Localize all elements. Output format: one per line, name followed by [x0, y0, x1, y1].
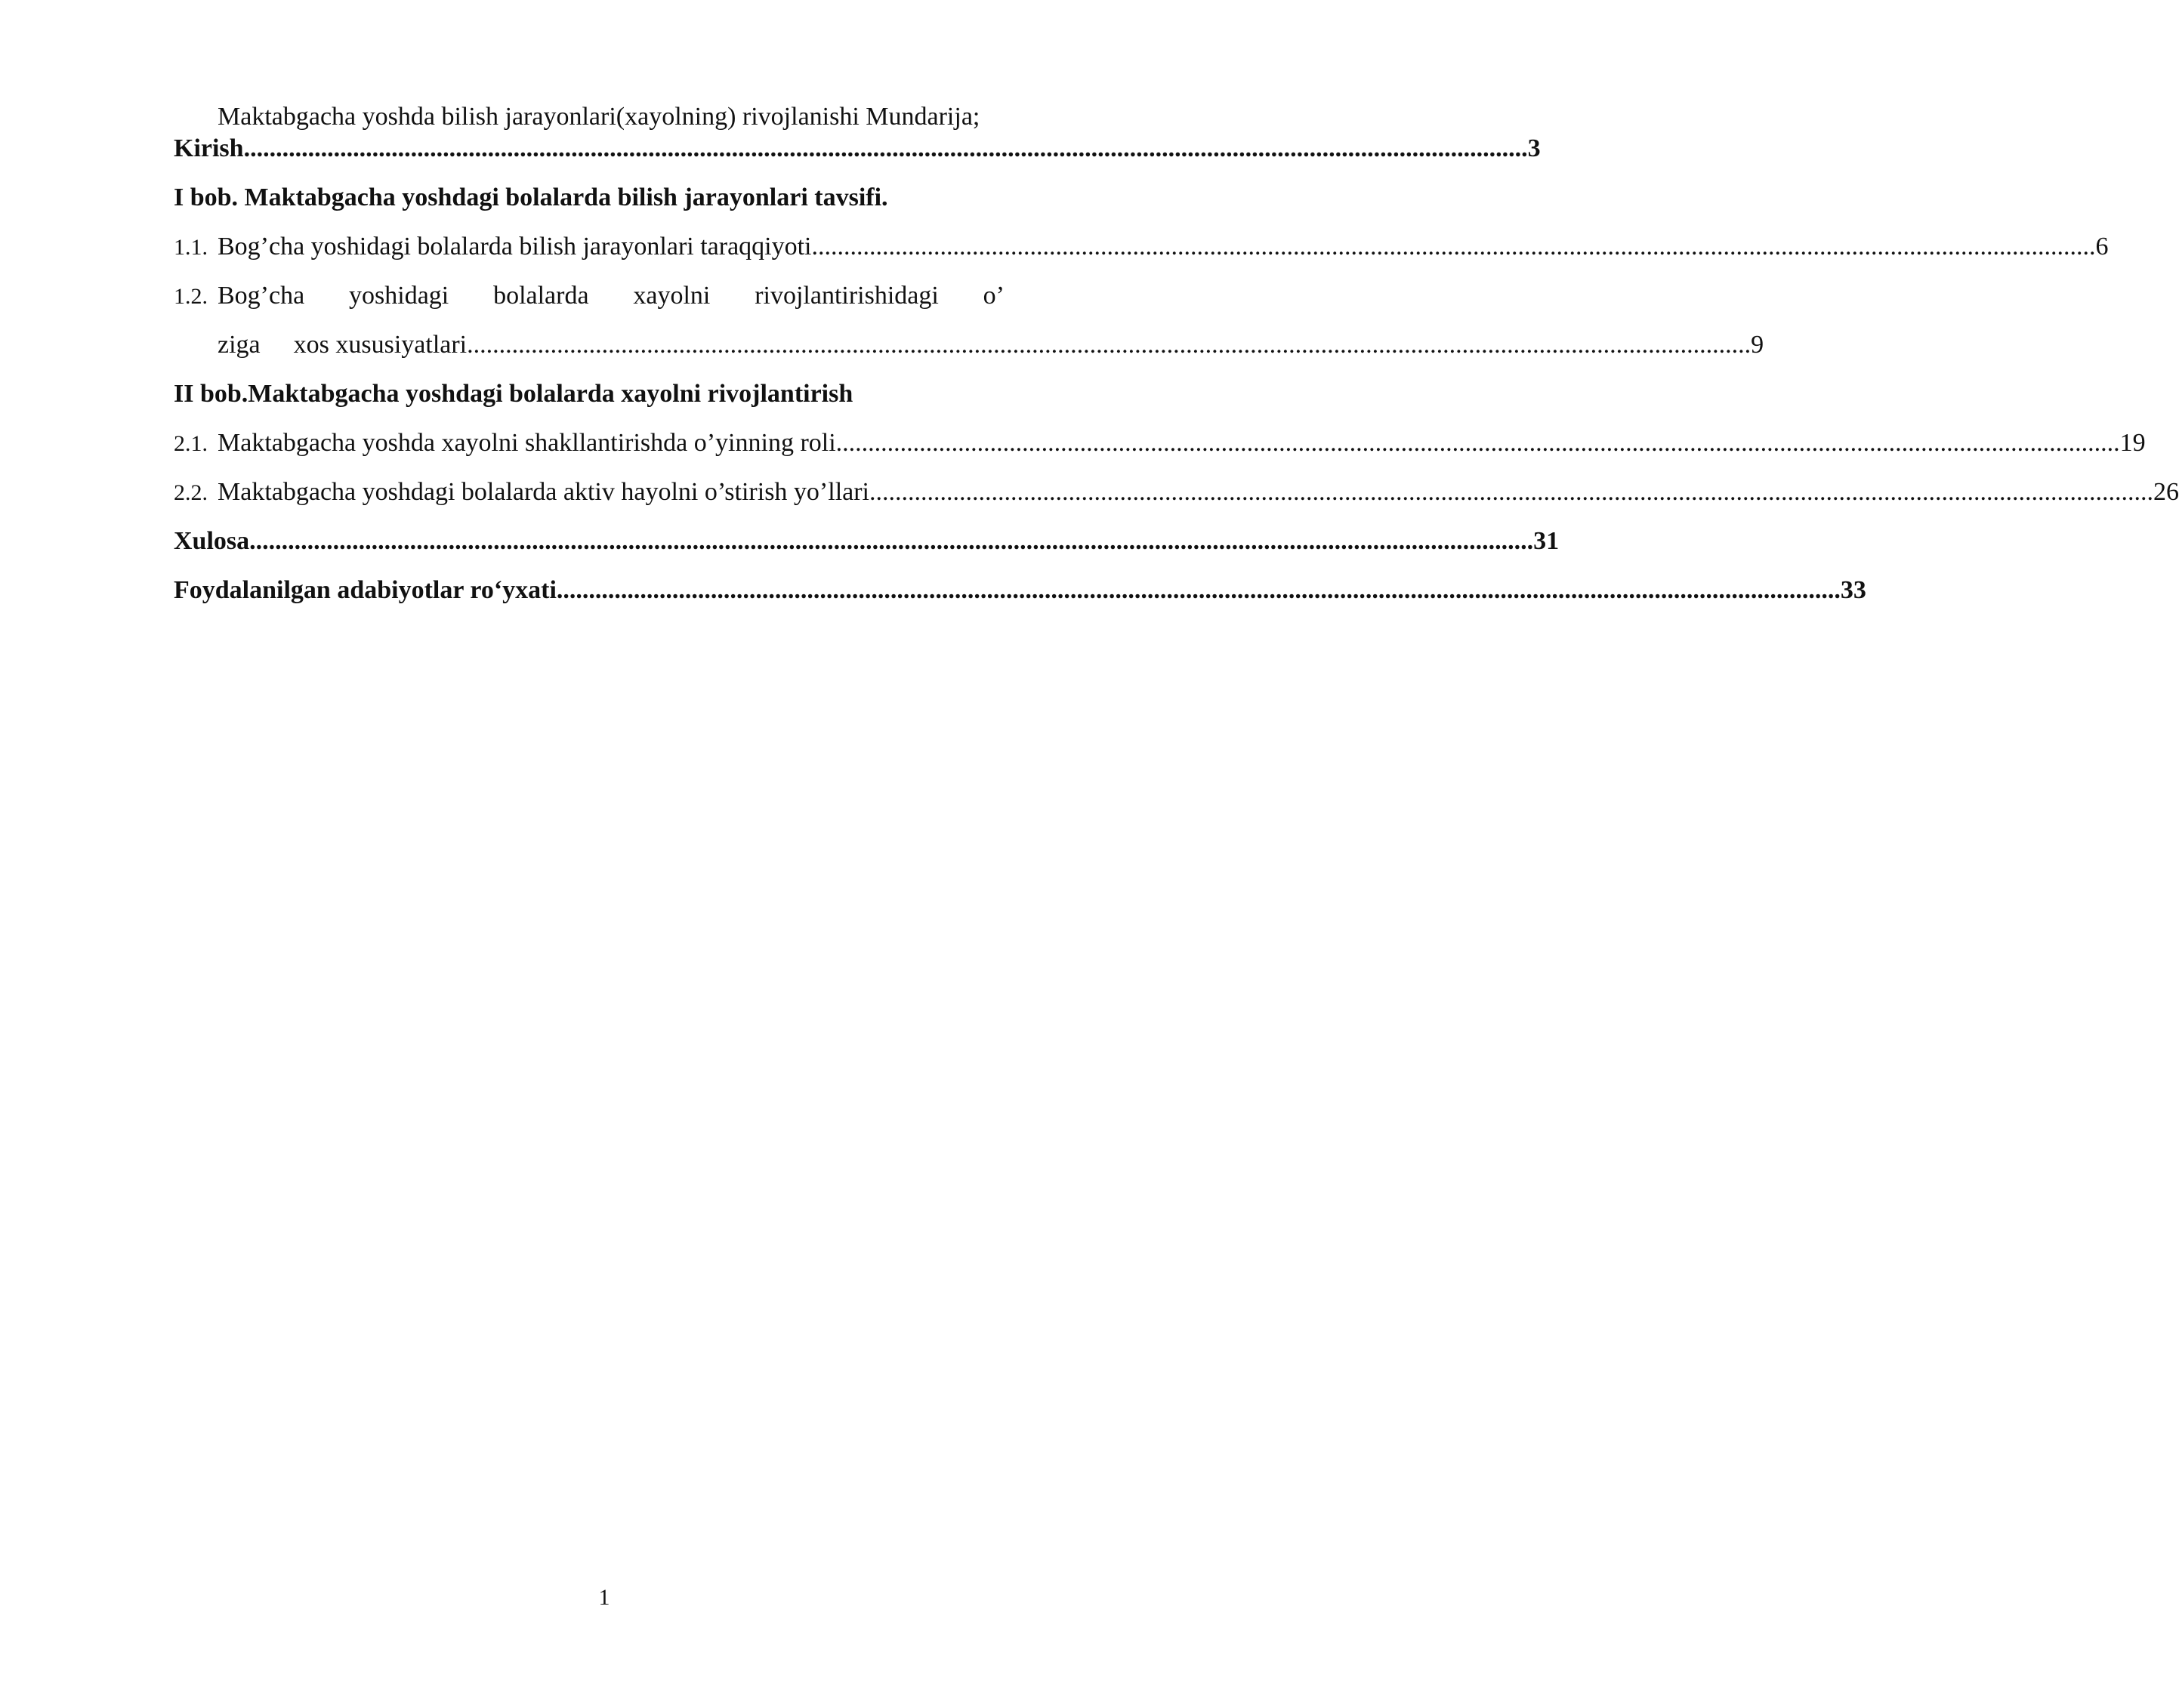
- toc-entry-1-1: [174, 233, 2109, 261]
- toc-entry-word: xos xususiyatlari: [293, 331, 468, 359]
- toc-entry-title: Maktabgacha yoshda xayolni shakllantirishda o’yinning roli: [218, 429, 836, 457]
- toc-entry-title: Xulosa: [174, 527, 250, 555]
- toc-entry-number: 1.1.: [174, 235, 208, 260]
- toc-leader-dots: ........................................................................................................................................................................................................: [835, 429, 2120, 457]
- toc-leader-dots: ........................................................................................................................................................................................................: [556, 576, 1841, 604]
- toc-entry-title: II bob.Maktabgacha yoshdagi bolalarda xayolni rivojlantirish: [174, 380, 853, 408]
- toc-entry-xulosa: [174, 527, 1560, 556]
- toc-entry-title: [218, 282, 1125, 310]
- toc-leader-dots: ........................................................................................................................................................................................................: [811, 233, 2096, 261]
- toc-entry-page: 26: [2153, 478, 2179, 506]
- toc-entry-number: 2.2.: [174, 480, 208, 505]
- toc-entry-1-2-continuation: [174, 331, 1764, 359]
- toc-entry-page: 3: [1527, 134, 1541, 162]
- toc-entry-title: Maktabgacha yoshdagi bolalarda aktiv hayolni o’stirish yo’llari: [218, 478, 869, 506]
- toc-entry-word: o’: [983, 282, 1005, 310]
- toc-entry-word: bolalarda: [493, 282, 589, 310]
- toc-entry-word: Bog’cha: [218, 282, 305, 310]
- toc-entry-title: Foydalanilgan adabiyotlar ro‘yxati: [174, 576, 557, 604]
- toc-entry-page: 33: [1840, 576, 1866, 604]
- toc-entry-word: ziga: [218, 331, 261, 359]
- toc-entry-word: xayolni: [633, 282, 711, 310]
- toc-entry-page: 9: [1751, 331, 1764, 359]
- toc-entry-kirish: [174, 134, 1541, 163]
- toc-entry-2-2: [174, 478, 2179, 507]
- toc-entry-page: 31: [1533, 527, 1560, 555]
- toc-entry-title: Bog’cha yoshidagi bolalarda bilish jarayonlari taraqqiyoti: [218, 233, 812, 261]
- toc-chapter-2: [174, 380, 1125, 409]
- toc-leader-dots: ........................................................................................................................................................................................................: [869, 478, 2153, 506]
- table-of-contents: [174, 103, 2179, 605]
- page-number: 1: [598, 1585, 610, 1610]
- toc-entry-bibliography: [174, 576, 1866, 605]
- toc-chapter-1: [174, 183, 1125, 212]
- toc-entry-page: 19: [2119, 429, 2146, 457]
- toc-leader-dots: ........................................................................................................................................................................................................: [467, 331, 1752, 359]
- toc-entry-1-2: [174, 282, 1125, 310]
- toc-entry-title: Kirish: [174, 134, 244, 162]
- toc-entry-word: rivojlantirishidagi: [755, 282, 939, 310]
- toc-leader-dots: ........................................................................................................................................................................................................: [249, 527, 1534, 555]
- toc-leader-dots: ........................................................................................................................................................................................................: [243, 134, 1528, 162]
- toc-entry-word: yoshidagi: [349, 282, 449, 310]
- toc-entry-number: 2.1.: [174, 431, 208, 456]
- toc-entry-page: 6: [2095, 233, 2109, 261]
- toc-entry-number: 1.2.: [174, 284, 208, 309]
- toc-entry-title: I bob. Maktabgacha yoshdagi bolalarda bilish jarayonlari tavsifi.: [174, 183, 888, 211]
- toc-entry-2-1: [174, 429, 2146, 458]
- document-heading: Maktabgacha yoshda bilish jarayonlari(xayolning) rivojlanishi Mundarija;: [218, 103, 980, 131]
